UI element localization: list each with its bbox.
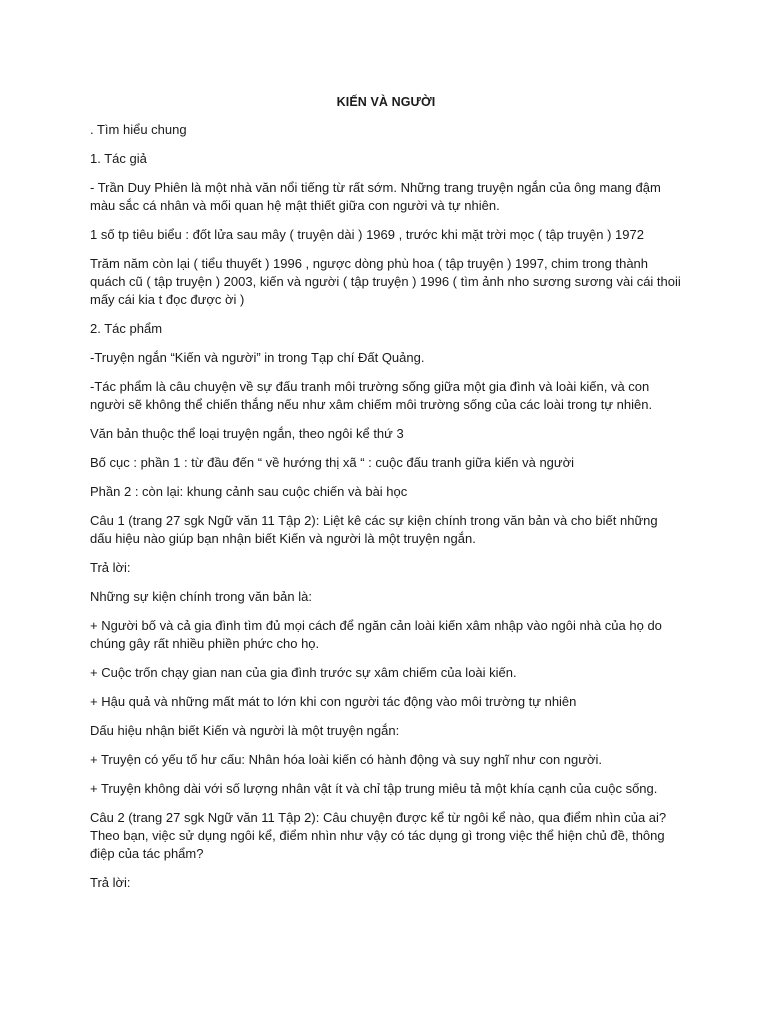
question-1: Câu 1 (trang 27 sgk Ngữ văn 11 Tập 2): Liệt kê các sự kiện chính trong văn bản và cho biết những dấu hiệu nào giúp bạn nhận biết Kiến và người là một truyện ngắn. bbox=[90, 513, 658, 546]
paragraph-publication: -Truyện ngắn “Kiến và người” in trong Tạp chí Đất Quảng. bbox=[90, 350, 425, 365]
paragraph-structure-part-1: Bố cục : phần 1 : từ đầu đến “ về hướng thị xã “ : cuộc đấu tranh giữa kiến và người bbox=[90, 455, 575, 470]
section-heading-work: 2. Tác phẩm bbox=[90, 321, 163, 336]
paragraph-signs: Dấu hiệu nhận biết Kiến và người là một truyện ngắn: bbox=[90, 723, 400, 738]
list-item-event-3: + Hậu quả và những mất mát to lớn khi con người tác động vào môi trường tự nhiên bbox=[90, 694, 577, 709]
paragraph-notable-works-1: 1 số tp tiêu biểu : đốt lửa sau mây ( truyện dài ) 1969 , trước khi mặt trời mọc ( tập truyện ) 1972 bbox=[90, 227, 644, 242]
document-title: KIẾN VÀ NGƯỜI bbox=[336, 95, 436, 109]
list-item-event-1: + Người bố và cả gia đình tìm đủ mọi cách để ngăn cản loài kiến xâm nhập vào ngôi nhà của họ do chúng gây rất nhiều phiền phức cho họ. bbox=[90, 618, 662, 651]
list-item-event-2: + Cuộc trốn chạy gian nan của gia đình trước sự xâm chiếm của loài kiến. bbox=[90, 665, 517, 680]
question-2: Câu 2 (trang 27 sgk Ngữ văn 11 Tập 2): Câu chuyện được kể từ ngôi kể nào, qua điểm nhìn của ai? Theo bạn, việc sử dụng ngôi kể, điểm nhìn như vậy có tác dụng gì trong việc thể hiện chủ đề, thông điệp của tác phẩm? bbox=[90, 810, 667, 861]
paragraph-notable-works-2: Trăm năm còn lại ( tiểu thuyết ) 1996 , ngược dòng phù hoa ( tập truyện ) 1997, chim trong thành quách cũ ( tập truyện ) 2003, kiến và người ( tập truyện ) 1996 ( tìm ảnh nho sương sương vài cái thoii mấy cái kia t đọc được ời ) bbox=[90, 256, 681, 307]
paragraph-genre: Văn bản thuộc thể loại truyện ngắn, theo ngôi kể thứ 3 bbox=[90, 426, 404, 441]
paragraph-structure-part-2: Phần 2 : còn lại: khung cảnh sau cuộc chiến và bài học bbox=[90, 484, 408, 499]
paragraph-author-bio: - Trần Duy Phiên là một nhà văn nổi tiếng từ rất sớm. Những trang truyện ngắn của ông mang đậm màu sắc cá nhân và mối quan hệ mật thiết giữa con người và tự nhiên. bbox=[90, 180, 661, 213]
paragraph-work-summary: -Tác phẩm là câu chuyện về sự đấu tranh môi trường sống giữa một gia đình và loài kiến, và con người sẽ không thể chiến thắng nếu như xâm chiếm môi trường sống của các loài trong tự nhiên. bbox=[90, 379, 653, 412]
answer-label-1: Trả lời: bbox=[90, 560, 131, 575]
section-heading-overview: . Tìm hiểu chung bbox=[90, 122, 187, 137]
section-heading-author: 1. Tác giả bbox=[90, 151, 147, 166]
paragraph-main-events: Những sự kiện chính trong văn bản là: bbox=[90, 589, 312, 604]
list-item-sign-2: + Truyện không dài với số lượng nhân vật ít và chỉ tập trung miêu tả một khía cạnh của cuộc sống. bbox=[90, 781, 658, 796]
document-body bbox=[90, 93, 682, 903]
answer-label-2: Trả lời: bbox=[90, 875, 131, 890]
list-item-sign-1: + Truyện có yếu tố hư cấu: Nhân hóa loài kiến có hành động và suy nghĩ như con người. bbox=[90, 752, 602, 767]
